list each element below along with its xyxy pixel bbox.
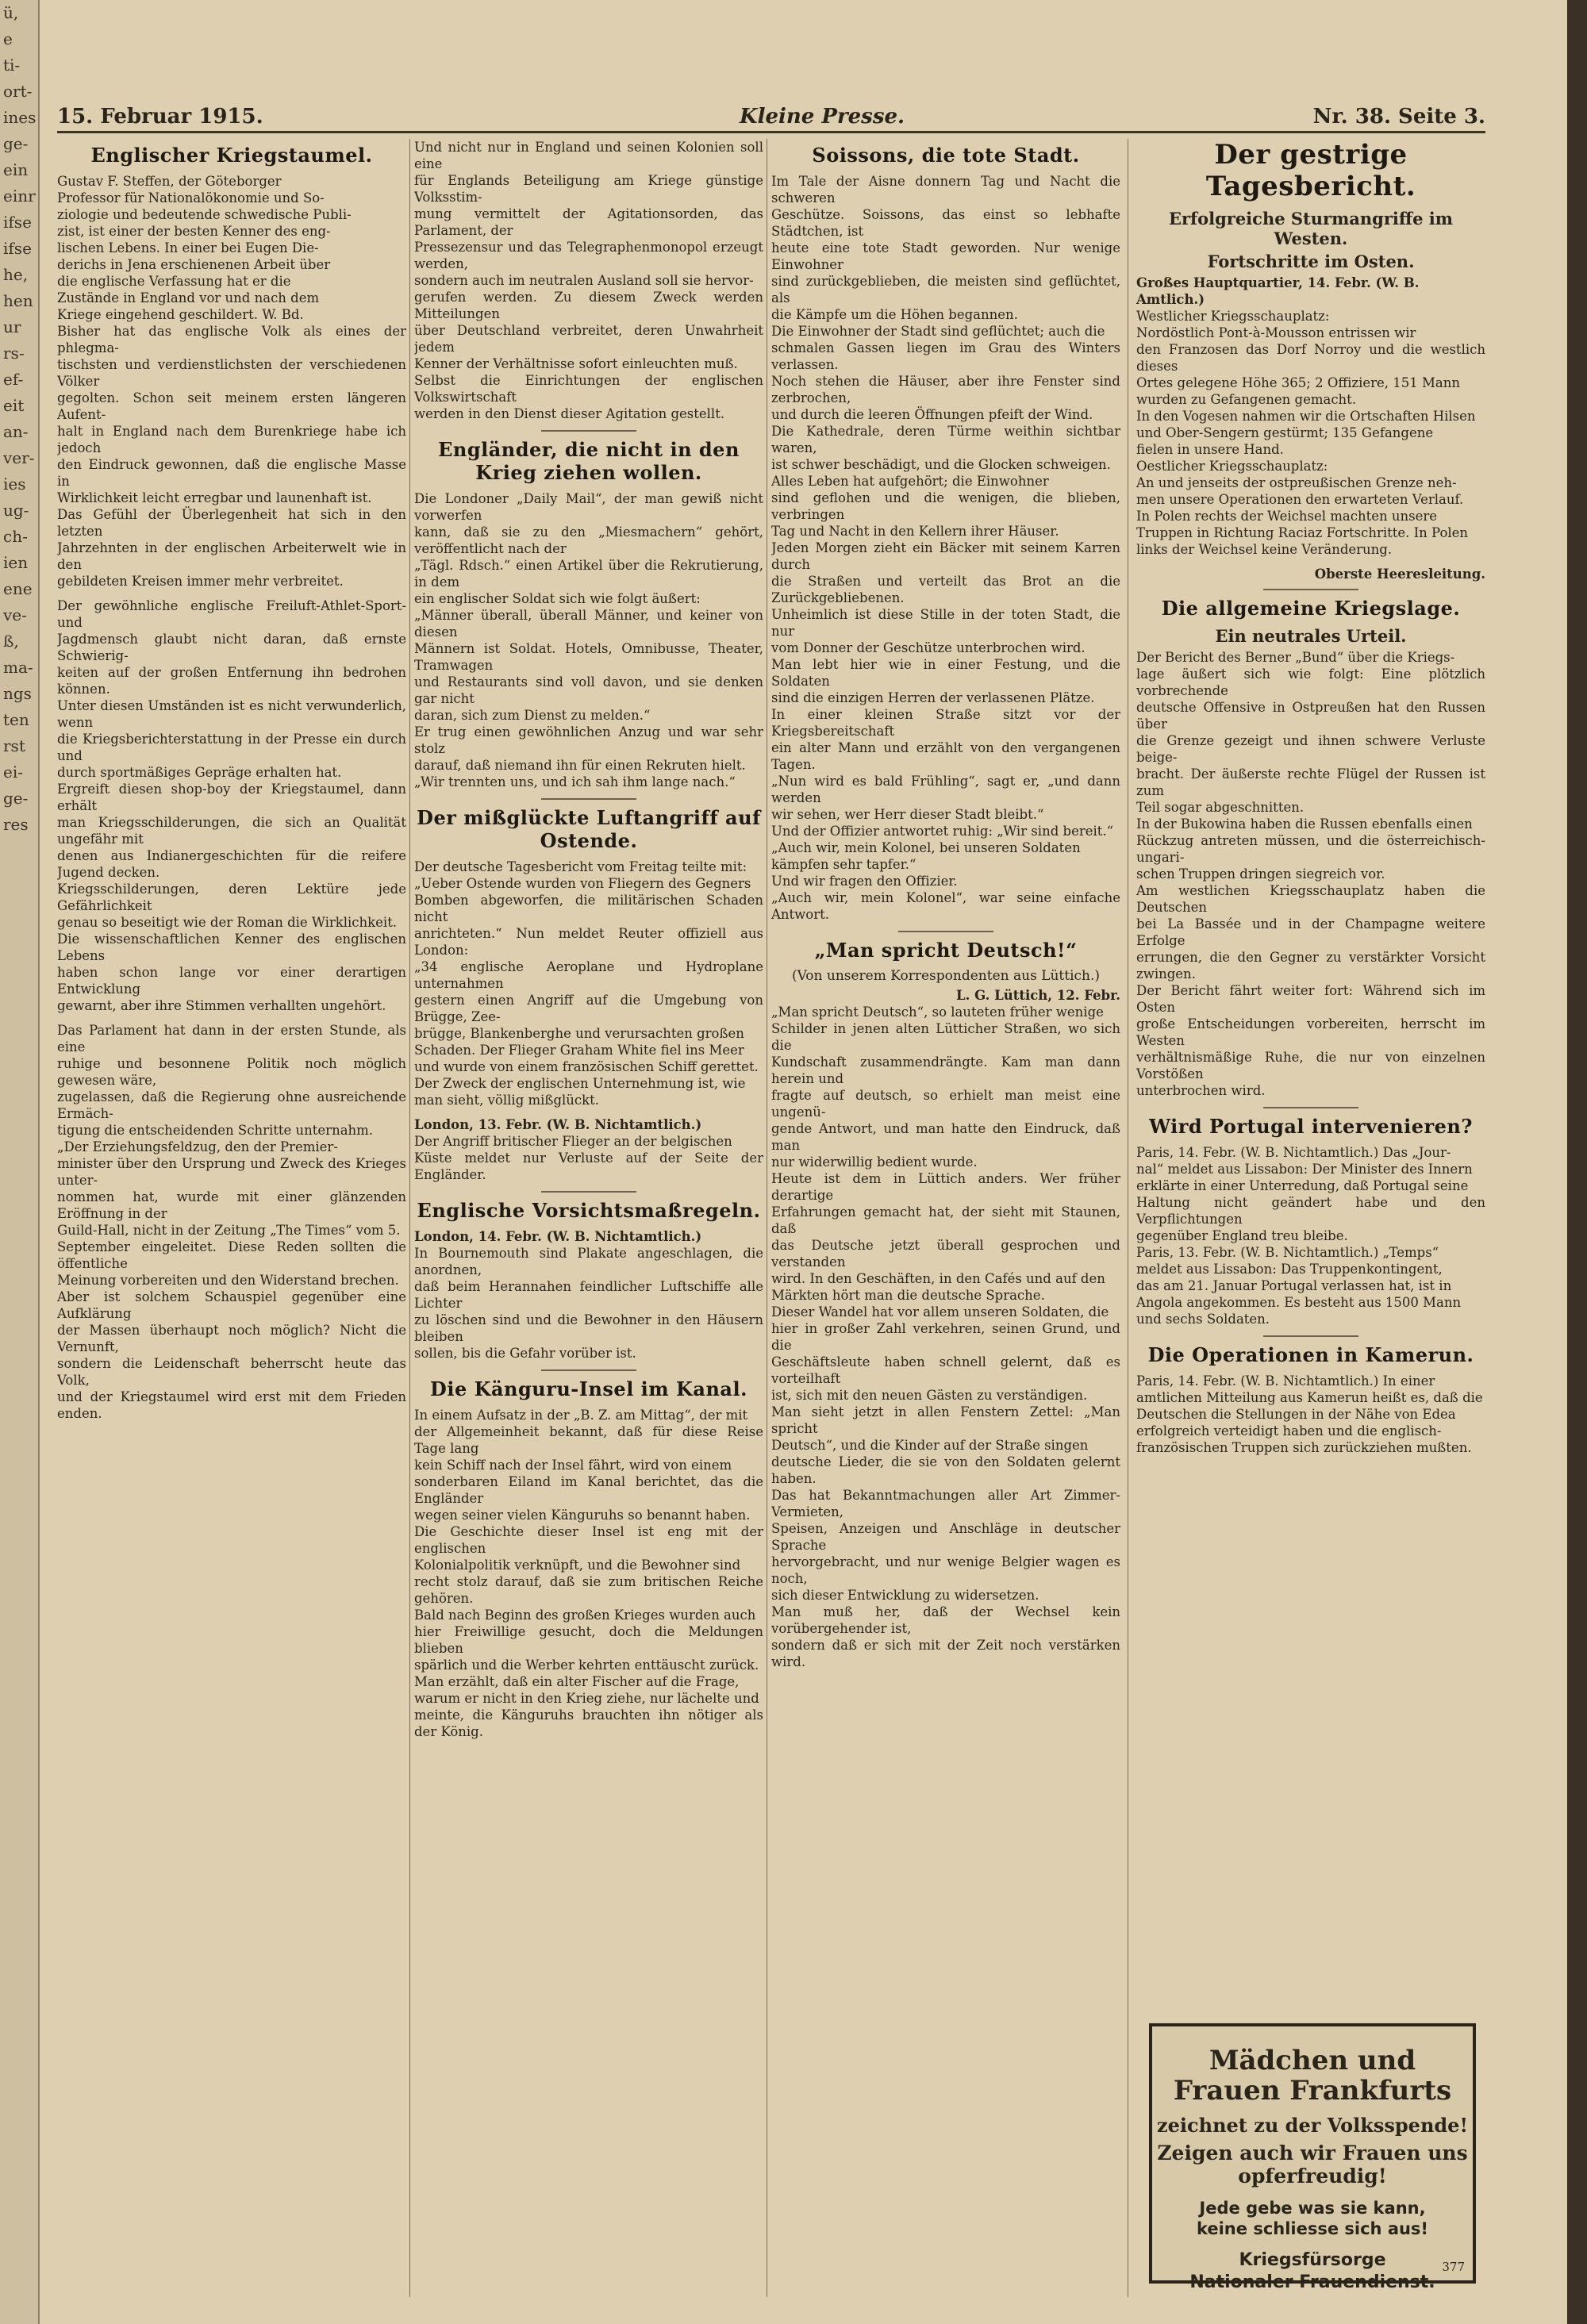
text-line: lage äußert sich wie folgt: Eine plötzlich vorbrechende (1136, 666, 1485, 698)
text-line: genau so beseitigt wie der Roman die Wirklichkeit. (57, 915, 398, 930)
text-line: tigung die entscheidenden Schritte unternahm. (57, 1123, 374, 1138)
edge-fragment: hen (3, 291, 33, 310)
text-line: Paris, 14. Febr. (W. B. Nichtamtlich.) In einer (1136, 1373, 1435, 1389)
report-signature: Oberste Heeresleitung. (1314, 567, 1485, 582)
text-line: Speisen, Anzeigen und Anschläge in deutscher Sprache (771, 1521, 1120, 1553)
text-line: sind zurückgeblieben, die meisten sind geflüchtet, als (771, 274, 1120, 305)
header-rule (57, 131, 1485, 133)
text-line: amtlichen Mitteilung aus Kamerun heißt es, daß die (1136, 1390, 1483, 1405)
text-line: Pressezensur und das Telegraphenmonopol erzeugt werden, (414, 240, 763, 271)
text-line: „Ueber Ostende wurden von Fliegern des Gegners (414, 876, 751, 891)
text-line: Westlicher Kriegsschauplatz: (1136, 309, 1330, 324)
edge-fragment: ur (3, 317, 21, 336)
text-line: durch sportmäßiges Gepräge erhalten hat. (57, 765, 342, 780)
text-line: Zustände in England vor und nach dem (57, 290, 320, 305)
article-body (414, 1133, 763, 1183)
edge-fragment: rst (3, 736, 25, 755)
text-line: tischsten und verdienstlichsten der verschiedenen Völker (57, 357, 406, 389)
text-line: sind geflohen und die wenigen, die blieben, verbringen (771, 490, 1120, 522)
edge-fragment: he, (3, 265, 29, 284)
edge-fragment: ifse (3, 213, 32, 232)
text-line: Bald nach Beginn des großen Krieges wurden auch (414, 1608, 756, 1623)
text-line: Teil sogar abgeschnitten. (1136, 800, 1305, 815)
edge-fragment: e (3, 29, 13, 48)
text-line: Kenner der Verhältnisse sofort einleuchten muß. (414, 356, 738, 371)
text-line: Die Londoner „Daily Mail“, der man gewiß nicht vorwerfen (414, 491, 763, 523)
edge-fragment: ge- (3, 789, 29, 808)
article-body (414, 859, 763, 1108)
text-line: „Männer überall, überall Männer, und keiner von diesen (414, 608, 763, 640)
text-line: ist, sich mit den neuen Gästen zu verständigen. (771, 1388, 1088, 1403)
text-line: Man lebt hier wie in einer Festung, und die Soldaten (771, 657, 1120, 689)
edge-fragment: ien (3, 553, 29, 572)
text-line: Kriege eingehend geschildert. W. Bd. (57, 307, 304, 322)
article-subtitle: Fortschritte im Osten. (1207, 252, 1415, 271)
edge-fragment: ein (3, 160, 29, 179)
text-line: wird. In den Geschäften, in den Cafés und auf den (771, 1271, 1105, 1286)
text-line: nur widerwillig bedient wurde. (771, 1154, 978, 1170)
text-line: daran, sich zum Dienst zu melden.“ (414, 708, 651, 723)
article-title: Der mißglückte Luftangriff auf Ostende. (417, 806, 761, 852)
text-line: Jagdmensch glaubt nicht daran, daß ernste Schwierig- (57, 632, 406, 663)
text-line: Rückzug antreten müssen, und die österreichisch-ungari- (1136, 833, 1485, 865)
text-line: „Man spricht Deutsch“, so lauteten früher wenige (771, 1005, 1104, 1020)
text-line: das Deutsche jetzt überall gesprochen und verstanden (771, 1238, 1120, 1270)
text-line: und Restaurants sind voll davon, und sie denken gar nicht (414, 674, 763, 706)
article-title: Die allgemeine Kriegslage. (1161, 597, 1461, 620)
text-line: Man muß her, daß der Wechsel kein vorübergehender ist, (771, 1604, 1120, 1636)
text-line: die Grenze gezeigt und ihnen schwere Verluste beige- (1136, 733, 1485, 765)
text-line: heute eine tote Stadt geworden. Nur wenige Einwohner (771, 240, 1120, 272)
text-line: Kundschaft zusammendrängte. Kam man dann herein und (771, 1054, 1120, 1086)
text-line: „Auch wir, mein Kolonel, bei unseren Soldaten (771, 840, 1081, 855)
edge-fragment: ge- (3, 134, 29, 153)
advertisement-box (1149, 2023, 1476, 2292)
text-line: „34 englische Aeroplane und Hydroplane unternahmen (414, 959, 763, 991)
text-line: fragte auf deutsch, so erhielt man meist eine ungenü- (771, 1088, 1120, 1120)
text-line: Der Bericht des Berner „Bund“ über die Kriegs- (1136, 650, 1455, 665)
text-line: Der gewöhnliche englische Freiluft-Athlet-Sport- und (57, 598, 406, 630)
text-line: halt in England nach dem Burenkriege habe ich jedoch (57, 424, 406, 455)
text-line: wurden zu Gefangenen gemacht. (1136, 392, 1357, 407)
text-line: gestern einen Angriff auf die Umgebung von Brügge, Zee- (414, 993, 763, 1024)
text-line: zugelassen, daß die Regierung ohne ausreichende Ermäch- (57, 1089, 406, 1121)
text-line: und durch die leeren Öffnungen pfeift der Wind. (771, 407, 1093, 422)
article-separator (898, 931, 993, 932)
text-line: Erfahrungen gemacht hat, der sieht mit Staunen, daß (771, 1204, 1120, 1236)
ad-sponsor (1152, 2249, 1473, 2294)
text-line: Dieser Wandel hat vor allem unseren Soldaten, die (771, 1304, 1109, 1319)
text-line: Jeden Morgen zieht ein Bäcker mit seinem Karren durch (771, 540, 1120, 572)
text-line: sind die einzigen Herren der verlassenen Plätze. (771, 690, 1095, 705)
text-line: Selbst die Einrichtungen der englischen Volkswirtschaft (414, 373, 763, 405)
article-separator (1263, 1107, 1358, 1108)
edge-fragment: ß, (3, 632, 19, 651)
column-1 (57, 139, 406, 2305)
edge-fragment: ten (3, 710, 29, 729)
text-line: die Kriegsberichterstattung in der Presse ein durch und (57, 732, 406, 763)
text-line: ein alter Mann und erzählt von den vergangenen Tagen. (771, 740, 1120, 772)
text-line: Professor für Nationalökonomie und So- (57, 190, 325, 206)
text-line: man Kriegsschilderungen, die sich an Qualität ungefähr mit (57, 815, 406, 847)
article-body (1136, 1144, 1485, 1327)
text-line: bracht. Der äußerste rechte Flügel der Russen ist zum (1136, 766, 1485, 798)
text-line: unterbrochen wird. (1136, 1083, 1266, 1098)
text-line: wegen seiner vielen Känguruhs so benannt haben. (414, 1508, 751, 1523)
text-line: gerufen werden. Zu diesem Zweck werden Mitteilungen (414, 290, 763, 321)
text-line: schmalen Gassen liegen im Grau des Winters verlassen. (771, 340, 1120, 372)
text-line: Märkten hört man die deutsche Sprache. (771, 1288, 1045, 1303)
text-line: Paris, 14. Febr. (W. B. Nichtamtlich.) Das „Jour- (1136, 1145, 1451, 1160)
ad-sponsor-line: Kriegsfürsorge (1239, 2250, 1386, 2270)
article-title: Wird Portugal intervenieren? (1149, 1115, 1473, 1138)
column-divider (409, 139, 410, 2297)
article-title: Englischer Kriegstaumel. (90, 144, 373, 167)
edge-fragment: einr (3, 186, 36, 206)
text-line: hier in großer Zahl verkehren, seinen Grund, und die (771, 1321, 1120, 1353)
text-line: derichs in Jena erschienenen Arbeit über (57, 257, 331, 272)
text-line: Man erzählt, daß ein alter Fischer auf die Frage, (414, 1674, 740, 1689)
text-line: Ortes gelegene Höhe 365; 2 Offiziere, 151 Mann (1136, 375, 1460, 390)
text-line: gegenüber England treu bleibe. (1136, 1228, 1348, 1243)
text-line: man sieht, völlig mißglückt. (414, 1093, 600, 1108)
text-line: gebildeten Kreisen immer mehr verbreitet. (57, 574, 344, 589)
text-line: Deutschen die Stellungen in der Nähe von Edea (1136, 1407, 1456, 1422)
article-dateline: London, 13. Febr. (W. B. Nichtamtlich.) (414, 1117, 702, 1132)
edge-fragment: ma- (3, 658, 33, 677)
text-line: Angola angekommen. Es besteht aus 1500 Mann (1136, 1295, 1462, 1310)
ad-number: 377 (1442, 2260, 1465, 2274)
ad-line: Zeigen auch wir Frauen uns opferfreudig! (1157, 2142, 1468, 2188)
text-line: „Nun wird es bald Frühling“, sagt er, „und dann werden (771, 774, 1120, 805)
text-line: Gustav F. Steffen, der Göteborger (57, 174, 282, 189)
article-subtitle: (Von unserem Korrespondenten aus Lüttich.) (791, 968, 1101, 984)
edge-fragment: ene (3, 579, 33, 598)
text-line: den Eindruck gewonnen, daß die englische Masse in (57, 457, 406, 489)
text-line: das am 21. Januar Portugal verlassen hat, ist in (1136, 1278, 1452, 1293)
text-line: kämpfen sehr tapfer.“ (771, 857, 916, 872)
text-line: Heute ist dem in Lüttich anders. Wer früher derartige (771, 1171, 1120, 1203)
text-line: Das Gefühl der Überlegenheit hat sich in den letzten (57, 507, 406, 539)
text-line: Deutsch“, und die Kinder auf der Straße singen (771, 1438, 1089, 1453)
edge-fragment: eit (3, 396, 25, 415)
header-date: 15. Februar 1915. (57, 105, 263, 129)
text-line: Das hat Bekanntmachungen aller Art Zimmer-Vermieten, (771, 1488, 1120, 1519)
text-line: „Der Erziehungsfeldzug, den der Premier- (57, 1139, 338, 1154)
text-line: errungen, die den Gegner zu verstärkter Vorsicht zwingen. (1136, 950, 1485, 981)
text-line: Jahrzehnten in der englischen Arbeiterwelt wie in den (57, 540, 406, 572)
edge-fragment: rs- (3, 344, 25, 363)
edge-fragment: ei- (3, 763, 23, 782)
column-3 (771, 139, 1120, 2305)
text-line: Die Einwohner der Stadt sind geflüchtet; auch die (771, 324, 1105, 339)
text-line: sonderbaren Eiland im Kanal berichtet, das die Engländer (414, 1474, 763, 1506)
text-line: „Wir trennten uns, und ich sah ihm lange nach.“ (414, 774, 736, 789)
text-line: ist schwer beschädigt, und die Glocken schweigen. (771, 457, 1111, 472)
text-line: Nordöstlich Pont-à-Mousson entrissen wir (1136, 325, 1416, 340)
article-subtitle: Ein neutrales Urteil. (1215, 626, 1407, 646)
text-line: Alles Leben hat aufgehört; die Einwohner (771, 474, 1049, 489)
header-page-number: Nr. 38. Seite 3. (1312, 105, 1485, 129)
text-line: „Auch wir, mein Kolonel“, war seine einfache Antwort. (771, 890, 1120, 922)
article-subtitle: Erfolgreiche Sturmangriffe im Westen. (1168, 209, 1454, 248)
edge-fragment: an- (3, 422, 29, 441)
article-separator (541, 798, 636, 800)
text-line: Das Parlament hat dann in der ersten Stunde, als eine (57, 1023, 406, 1054)
text-line: der Allgemeinheit bekannt, daß für diese Reise Tage lang (414, 1424, 763, 1456)
article-title: Die Operationen in Kamerun. (1147, 1343, 1474, 1366)
article-body (1136, 649, 1485, 1099)
article-body (57, 173, 406, 590)
article-body (414, 1245, 763, 1362)
text-line: denen aus Indianergeschichten für die reifere Jugend decken. (57, 848, 406, 880)
edge-fragment: ü, (3, 3, 19, 22)
text-line: deutsche Lieder, die sie von den Soldaten gelernt haben. (771, 1454, 1120, 1486)
text-line: Tag und Nacht in den Kellern ihrer Häuser. (771, 524, 1059, 539)
text-line: Unheimlich ist diese Stille in der toten Stadt, die nur (771, 607, 1120, 639)
text-line: „Tägl. Rdsch.“ einen Artikel über die Rekrutierung, in dem (414, 558, 763, 590)
text-line: Männern ist Soldat. Hotels, Omnibusse, Theater, Tramwagen (414, 641, 763, 673)
text-line: verhältnismäßige Ruhe, die nur von einzelnen Vorstößen (1136, 1050, 1485, 1081)
text-line: An und jenseits der ostpreußischen Grenze neh- (1136, 475, 1457, 490)
text-line: Im Tale der Aisne donnern Tag und Nacht die schweren (771, 174, 1120, 206)
text-line: sondern die Leidenschaft beherrscht heute das Volk, (57, 1356, 406, 1388)
text-line: gende Antwort, und man hatte den Eindruck, daß man (771, 1121, 1120, 1153)
text-line: Oestlicher Kriegsschauplatz: (1136, 459, 1328, 474)
edge-fragment: ines (3, 108, 37, 127)
text-line: In einer kleinen Straße sitzt vor der Kriegsbereitschaft (771, 707, 1120, 739)
column-2 (414, 139, 763, 2305)
text-line: brügge, Blankenberghe und verursachten großen (414, 1026, 744, 1041)
text-line: Haltung nicht geändert habe und den Verpflichtungen (1136, 1195, 1485, 1227)
text-line: zu löschen sind und die Bewohner in den Häusern bleiben (414, 1312, 763, 1344)
ad-line: Jede gebe was sie kann, (1199, 2199, 1426, 2218)
article-body (1136, 308, 1485, 558)
text-line: Die Geschichte dieser Insel ist eng mit der englischen (414, 1524, 763, 1556)
text-line: ziologie und bedeutende schwedische Publi- (57, 207, 352, 222)
text-line: deutsche Offensive in Ostpreußen hat den Russen über (1136, 700, 1485, 732)
text-line: recht stolz darauf, daß sie zum britischen Reiche gehören. (414, 1574, 763, 1606)
ad-line: zeichnet zu der Volksspende! (1156, 2114, 1468, 2137)
text-line: darauf, daß niemand ihn für einen Rekruten hielt. (414, 758, 746, 773)
edge-fragment: ies (3, 474, 26, 494)
text-line: men unsere Operationen den erwarteten Verlauf. (1136, 492, 1464, 507)
article-dateline: L. G. Lüttich, 12. Febr. (956, 988, 1120, 1003)
text-line: Am westlichen Kriegsschauplatz haben die Deutschen (1136, 883, 1485, 915)
text-line: große Entscheidungen vorbereiten, herrscht im Westen (1136, 1016, 1485, 1048)
text-line: In Bournemouth sind Plakate angeschlagen, die anordnen, (414, 1246, 763, 1277)
article-body (414, 490, 763, 790)
text-line: sollen, bis die Gefahr vorüber ist. (414, 1346, 636, 1361)
text-line: Aber ist solchem Schauspiel gegenüber eine Aufklärung (57, 1289, 406, 1321)
text-line: In einem Aufsatz in der „B. Z. am Mittag“, der mit (414, 1408, 748, 1423)
article-separator (1263, 589, 1358, 590)
text-line: gegolten. Schon seit meinem ersten längeren Aufent- (57, 390, 406, 422)
edge-fragment: ifse (3, 239, 32, 258)
text-line: daß beim Herannahen feindlicher Luftschiffe alle Lichter (414, 1279, 763, 1311)
text-line: wir sehen, wer Herr dieser Stadt bleibt.“ (771, 807, 1044, 822)
article-title: Engländer, die nicht in den Krieg ziehen wollen. (438, 438, 740, 484)
text-line: Und wir fragen den Offizier. (771, 874, 958, 889)
text-line: Die wissenschaftlichen Kenner des englischen Lebens (57, 932, 406, 963)
text-line: Ergreift diesen shop-boy der Kriegstaumel, dann erhält (57, 782, 406, 813)
text-line: für Englands Beteiligung am Kriege günstige Volksstim- (414, 173, 763, 205)
text-line: über Deutschland verbreitet, deren Unwahrheit jedem (414, 323, 763, 355)
text-line: fielen in unsere Hand. (1136, 442, 1284, 457)
text-line: Er trug einen gewöhnlichen Anzug und war sehr stolz (414, 724, 763, 756)
article-separator (1263, 1335, 1358, 1337)
text-line: und der Kriegstaumel wird erst mit dem Frieden enden. (57, 1389, 406, 1421)
text-line: bei La Bassée und in der Champagne weitere Erfolge (1136, 916, 1485, 948)
article-body (414, 139, 763, 422)
text-line: sich dieser Entwicklung zu widersetzen. (771, 1588, 1039, 1603)
edge-fragment: ti- (3, 56, 21, 75)
text-line: Der Angriff britischer Flieger an der belgischen (414, 1134, 732, 1149)
text-line: Bomben abgeworfen, die militärischen Schaden nicht (414, 893, 763, 924)
text-line: minister über den Ursprung und Zweck des Krieges unter- (57, 1156, 406, 1188)
edge-fragment: res (3, 815, 29, 834)
text-line: mung vermittelt der Agitationsorden, das Parlament, der (414, 206, 763, 238)
book-binding (1567, 0, 1587, 2324)
text-line: hervorgebracht, und nur wenige Belgier wagen es noch, (771, 1554, 1120, 1586)
text-line: Der deutsche Tagesbericht vom Freitag teilte mit: (414, 859, 747, 874)
text-line: Geschäftsleute haben schnell gelernt, daß es vorteilhaft (771, 1354, 1120, 1386)
text-line: die Kämpfe um die Höhen begannen. (771, 307, 1018, 322)
article-body (771, 173, 1120, 923)
text-line: kann, daß sie zu den „Miesmachern“ gehört, veröffentlicht nach der (414, 524, 763, 556)
text-line: und sechs Soldaten. (1136, 1312, 1270, 1327)
edge-fragment: ch- (3, 527, 28, 546)
article-dateline: London, 14. Febr. (W. B. Nichtamtlich.) (414, 1229, 702, 1244)
text-line: Meinung vorbereiten und den Widerstand brechen. (57, 1273, 399, 1288)
text-line: vom Donner der Geschütze unterbrochen wird. (771, 640, 1086, 655)
text-line: die Straßen und verteilt das Brot an die Zurückgebliebenen. (771, 574, 1120, 605)
text-line: nal“ meldet aus Lissabon: Der Minister des Innern (1136, 1162, 1473, 1177)
text-line: kein Schiff nach der Insel fährt, wird von einem (414, 1458, 732, 1473)
text-line: der Massen überhaupt noch möglich? Nicht die Vernunft, (57, 1323, 406, 1354)
text-line: zist, ist einer der besten Kenner des eng- (57, 224, 331, 239)
text-line: haben schon lange vor einer derartigen Entwicklung (57, 965, 406, 997)
edge-fragment: ngs (3, 684, 32, 703)
text-line: sondern auch im neutralen Ausland soll sie hervor- (414, 273, 754, 288)
edge-fragment: ort- (3, 82, 33, 101)
edge-fragment: ve- (3, 605, 27, 624)
text-line: September eingeleitet. Diese Reden sollten die öffentliche (57, 1239, 406, 1271)
page-header (57, 102, 1485, 133)
text-line: meldet aus Lissabon: Das Truppenkontingent, (1136, 1262, 1443, 1277)
text-line: Der Bericht fährt weiter fort: Während sich im Osten (1136, 983, 1485, 1015)
text-line: links der Weichsel keine Veränderung. (1136, 542, 1393, 557)
article-title: Soissons, die tote Stadt. (812, 144, 1080, 167)
article-body (1136, 1373, 1485, 1456)
ad-headline: Mädchen und Frauen Frankfurts (1173, 2045, 1452, 2107)
text-line: Wirklichkeit leicht erregbar und launenhaft ist. (57, 490, 372, 505)
article-title: Die Känguru-Insel im Kanal. (430, 1377, 747, 1400)
article-body (57, 597, 406, 1014)
column-4 (1136, 139, 1485, 2305)
text-line: lischen Lebens. In einer bei Eugen Die- (57, 240, 319, 255)
text-line: ruhige und besonnene Politik noch möglich gewesen wäre, (57, 1056, 406, 1088)
text-line: Schaden. Der Flieger Graham White fiel ins Meer (414, 1043, 744, 1058)
text-line: Geschütze. Soissons, das einst so lebhafte Städtchen, ist (771, 207, 1120, 239)
ad-sponsor-line: Nationaler Frauendienst. (1189, 2272, 1435, 2292)
text-line: Die Kathedrale, deren Türme weithin sichtbar waren, (771, 424, 1120, 455)
text-line: In Polen rechts der Weichsel machten unsere (1136, 509, 1438, 524)
text-line: In den Vogesen nahmen wir die Ortschaften Hilsen (1136, 409, 1476, 424)
article-body (57, 1022, 406, 1422)
text-line: warum er nicht in den Krieg ziehe, nur lächelte und (414, 1691, 759, 1706)
edge-fragment: ef- (3, 370, 24, 389)
text-line: Noch stehen die Häuser, aber ihre Fenster sind zerbrochen, (771, 374, 1120, 405)
article-title: Englische Vorsichtsmaßregeln. (417, 1199, 761, 1222)
text-line: hier Freiwillige gesucht, doch die Meldungen blieben (414, 1624, 763, 1656)
article-body (414, 1407, 763, 1740)
edge-fragment: ug- (3, 501, 29, 520)
article-separator (541, 430, 636, 432)
text-line: Bisher hat das englische Volk als eines der phlegma- (57, 324, 406, 355)
text-line: Paris, 13. Febr. (W. B. Nichtamtlich.) „Temps“ (1136, 1245, 1439, 1260)
text-line: werden in den Dienst dieser Agitation gestellt. (414, 406, 725, 421)
text-line: schen Truppen dringen siegreich vor. (1136, 866, 1385, 882)
text-line: Und der Offizier antwortet ruhig: „Wir sind bereit.“ (771, 824, 1114, 839)
adjacent-page-edge (0, 0, 40, 2324)
article-dateline: Großes Hauptquartier, 14. Febr. (W. B. Amtlich.) (1136, 275, 1420, 307)
text-line: erklärte in einer Unterredung, daß Portugal seine (1136, 1178, 1469, 1193)
text-line: Man sieht jetzt in allen Fenstern Zettel: „Man spricht (771, 1404, 1120, 1436)
article-title: Der gestrige Tagesbericht. (1205, 139, 1416, 202)
text-line: keiten auf der großen Entfernung ihn bedrohen können. (57, 665, 406, 697)
article-title: „Man spricht Deutsch!“ (814, 939, 1078, 962)
text-line: Unter diesen Umständen ist es nicht verwunderlich, wenn (57, 698, 406, 730)
text-line: spärlich und die Werber kehrten enttäuscht zurück. (414, 1658, 759, 1673)
text-line: und Ober-Sengern gestürmt; 135 Gefangene (1136, 425, 1434, 440)
text-line: Kriegsschilderungen, deren Lektüre jede Gefährlichkeit (57, 882, 406, 913)
text-line: erfolgreich verteidigt haben und die englisch- (1136, 1423, 1442, 1439)
article-body (771, 1004, 1120, 1670)
edge-fragment: ver- (3, 448, 35, 467)
text-line: den Franzosen das Dorf Norroy und die westlich dieses (1136, 342, 1485, 374)
article-separator (541, 1369, 636, 1371)
text-line: und wurde von einem französischen Schiff gerettet. (414, 1059, 759, 1074)
text-line: meinte, die Känguruhs brauchten ihn nötiger als der König. (414, 1707, 763, 1739)
text-line: anrichteten.“ Nun meldet Reuter offiziell aus London: (414, 926, 763, 958)
text-line: Der Zweck der englischen Unternehmung ist, wie (414, 1076, 746, 1091)
text-line: Schilder in jenen alten Lütticher Straßen, wo sich die (771, 1021, 1120, 1053)
header-paper-name: Kleine Presse. (740, 105, 905, 129)
text-line: französischen Truppen sich zurückziehen mußten. (1136, 1440, 1472, 1455)
text-line: Kolonialpolitik verknüpft, und die Bewohner sind (414, 1558, 741, 1573)
text-line: In der Bukowina haben die Russen ebenfalls einen (1136, 816, 1473, 832)
text-line: die englische Verfassung hat er die (57, 274, 291, 289)
ad-line: keine schliesse sich aus! (1196, 2219, 1429, 2238)
text-line: gewarnt, aber ihre Stimmen verhallten ungehört. (57, 998, 386, 1013)
text-line: nommen hat, wurde mit einer glänzenden Eröffnung in der (57, 1189, 406, 1221)
text-line: Küste meldet nur Verluste auf der Seite der Engländer. (414, 1150, 763, 1182)
text-line: Guild-Hall, nicht in der Zeitung „The Times“ vom 5. (57, 1223, 401, 1238)
text-line: ein englischer Soldat sich wie folgt äußert: (414, 591, 701, 606)
text-line: sondern daß er sich mit der Zeit noch verstärken wird. (771, 1638, 1120, 1669)
article-separator (541, 1191, 636, 1193)
text-line: Und nicht nur in England und seinen Kolonien soll eine (414, 140, 763, 171)
text-line: Truppen in Richtung Raciaz Fortschritte. In Polen (1136, 525, 1469, 540)
